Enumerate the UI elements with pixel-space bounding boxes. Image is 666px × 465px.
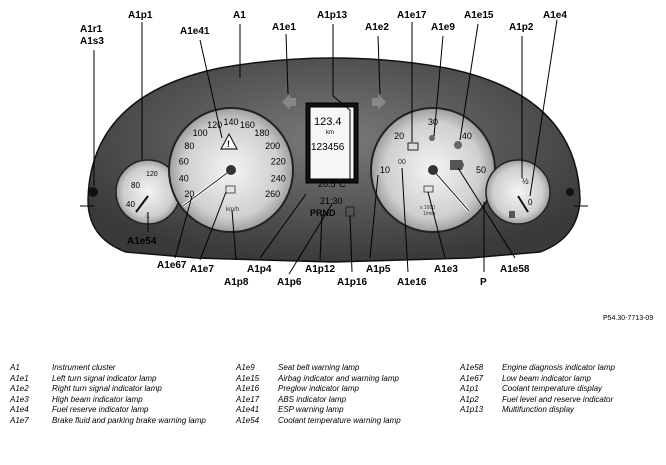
label-a1e15: A1e15 <box>464 10 494 21</box>
label-a1e4: A1e4 <box>543 10 567 21</box>
legend-item <box>460 405 662 416</box>
figure-reference: P54.30-7713-09 <box>603 315 654 322</box>
tacho-tick-30: 30 <box>427 117 439 127</box>
outside-temp: 20.5°C <box>318 179 346 189</box>
legend-description: Preglow indicator lamp <box>278 384 359 393</box>
legend-description: Multifunction display <box>502 405 575 414</box>
trip-odometer: 123.4 <box>314 116 342 128</box>
legend-code: A1e67 <box>460 373 484 383</box>
speedo-tick-260: 260 <box>265 189 281 199</box>
legend-description: Instrument cluster <box>52 363 116 372</box>
speedo-tick-40: 40 <box>178 173 189 184</box>
legend-item <box>10 395 212 406</box>
label-a1: A1 <box>233 10 246 21</box>
legend-description: Airbag indicator and warning lamp <box>278 373 399 383</box>
speedo-tick-20: 20 <box>184 189 195 199</box>
speedo-tick-240: 240 <box>270 173 286 184</box>
tacho-unit-rpm: 1/min <box>423 211 436 217</box>
label-a1p5: A1p5 <box>366 264 391 275</box>
legend-description: Coolant temperature display <box>502 384 603 393</box>
label-a1p2: A1p2 <box>509 22 534 33</box>
legend-item <box>236 374 438 385</box>
legend-item <box>460 395 662 406</box>
label-a1p6: A1p6 <box>277 277 302 288</box>
legend-item <box>236 416 438 427</box>
legend-description: Left turn signal indicator lamp <box>52 373 157 383</box>
legend-code: A1e41 <box>236 405 260 414</box>
coolant-tick-40: 40 <box>126 200 135 209</box>
label-a1p13: A1p13 <box>317 10 348 21</box>
legend-item <box>236 384 438 395</box>
adjust-knob-a1r1 <box>88 187 98 197</box>
label-a1e17: A1e17 <box>397 10 427 21</box>
clock: 21:30 <box>320 196 343 206</box>
odometer-unit: km <box>326 130 334 136</box>
preglow-icon: 00 <box>398 159 406 166</box>
legend-code: A1e1 <box>10 373 29 383</box>
coolant-tick-80: 80 <box>131 181 140 190</box>
label-a1p4: A1p4 <box>247 264 272 275</box>
legend-code: A1 <box>10 363 20 372</box>
legend-code: A1e9 <box>236 363 255 372</box>
legend-description: ESP warning lamp <box>278 405 344 414</box>
tacho-tick-20: 20 <box>394 131 405 142</box>
label-a1e54: A1e54 <box>127 236 157 247</box>
speedo-tick-60: 60 <box>178 156 189 167</box>
legend-column-3 <box>460 363 662 416</box>
speedo-tick-120: 120 <box>207 119 223 130</box>
legend-item <box>10 384 212 395</box>
legend-item <box>10 405 212 416</box>
legend-description: Fuel reserve indicator lamp <box>52 405 149 414</box>
legend-item <box>460 363 662 374</box>
legend-code: A1p1 <box>460 384 479 393</box>
speedo-tick-180: 180 <box>254 128 270 139</box>
tacho-unit: x 1000 <box>420 205 436 211</box>
legend-description: Low beam indicator lamp <box>502 373 591 383</box>
label-a1e2: A1e2 <box>365 22 389 33</box>
speedo-unit: km/h <box>226 207 240 213</box>
legend-code: A1e2 <box>10 384 29 393</box>
legend-description: Engine diagnosis indicator lamp <box>502 363 615 372</box>
tacho-tick-50: 50 <box>475 165 487 175</box>
label-p: P <box>480 277 487 288</box>
legend-item <box>10 363 212 374</box>
label-a1e7: A1e7 <box>190 264 214 275</box>
label-a1e58: A1e58 <box>500 264 530 275</box>
legend-description: Seat belt warning lamp <box>278 363 360 372</box>
airbag-indicator-icon <box>454 141 462 149</box>
label-a1p16: A1p16 <box>337 277 368 288</box>
legend-code: A1e17 <box>236 394 260 404</box>
legend-item <box>236 363 438 374</box>
legend-code: A1e3 <box>10 394 29 404</box>
legend-column-2 <box>236 363 438 426</box>
adjust-knob-right <box>566 188 574 196</box>
label-a1p1: A1p1 <box>128 10 153 21</box>
total-odometer: 123456 <box>311 142 345 153</box>
speedo-tick-160: 160 <box>239 119 255 130</box>
label-a1p12: A1p12 <box>305 264 336 275</box>
legend-code: A1e54 <box>236 415 260 425</box>
label-a1r1: A1r1 <box>80 24 103 35</box>
speedo-tick-140: 140 <box>223 117 239 127</box>
fuel-reserve-icon <box>509 211 515 218</box>
coolant-warning-icon: ♨ <box>144 213 151 220</box>
label-a1e1: A1e1 <box>272 22 296 33</box>
legend-item <box>236 395 438 406</box>
speedo-tick-220: 220 <box>270 156 286 167</box>
speedo-tick-100: 100 <box>192 128 208 139</box>
legend-item <box>236 405 438 416</box>
legend-column-1 <box>10 363 212 426</box>
legend-description: Fuel level and reserve indicator <box>502 394 614 404</box>
fuel-gauge <box>486 160 550 224</box>
label-a1e9: A1e9 <box>431 22 455 33</box>
fuel-tick-half: ½ <box>522 177 529 186</box>
tacho-tick-40: 40 <box>461 131 472 142</box>
legend-item <box>460 384 662 395</box>
engine-diagnosis-icon <box>450 160 464 170</box>
coolant-tick-120: 120 <box>146 171 158 178</box>
legend-code: A1e15 <box>236 373 260 383</box>
legend-item <box>10 374 212 385</box>
legend-item <box>460 374 662 385</box>
speedo-tick-80: 80 <box>184 141 195 151</box>
legend-description: Brake fluid and parking brake warning lamp <box>52 415 206 425</box>
tacho-tick-10: 10 <box>379 165 391 175</box>
legend-code: A1e16 <box>236 384 260 393</box>
legend-description: High beam indicator lamp <box>52 394 143 404</box>
legend-code: A1p2 <box>460 394 479 404</box>
legend-code: A1e4 <box>10 405 29 414</box>
label-a1p8: A1p8 <box>224 277 249 288</box>
legend-code: A1p13 <box>460 405 484 414</box>
legend-code: A1e58 <box>460 363 484 372</box>
gear-indicator: PRND <box>310 208 336 218</box>
legend-code: A1e7 <box>10 415 29 425</box>
label-a1e67: A1e67 <box>157 260 187 271</box>
legend-item <box>10 416 212 427</box>
svg-text:!: ! <box>227 139 230 149</box>
speedo-tick-200: 200 <box>265 141 281 151</box>
legend-description: ABS indicator lamp <box>278 394 347 404</box>
fuel-tick-0: 0 <box>528 198 533 207</box>
legend-description: Right turn signal indicator lamp <box>52 384 162 393</box>
label-a1e3: A1e3 <box>434 264 458 275</box>
label-a1s3: A1s3 <box>80 36 104 47</box>
legend-description: Coolant temperature warning lamp <box>278 415 401 425</box>
label-a1e41: A1e41 <box>180 26 210 37</box>
label-a1e16: A1e16 <box>397 277 427 288</box>
